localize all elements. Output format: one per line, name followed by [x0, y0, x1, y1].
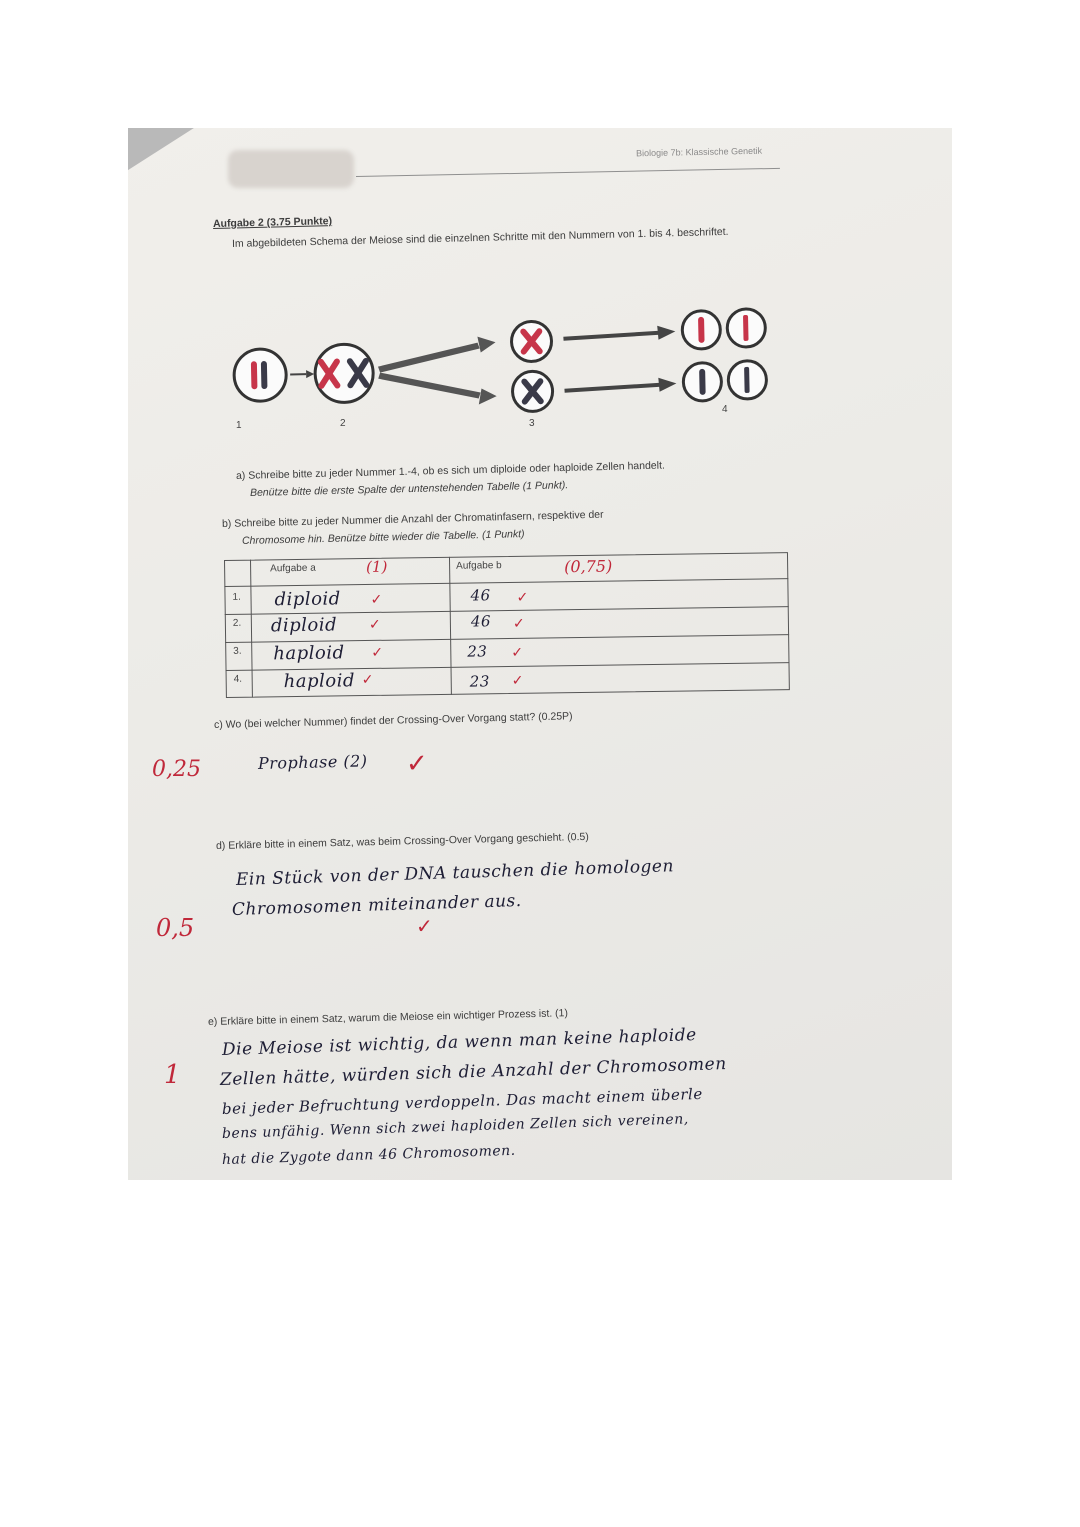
- table-row-3-b: 23: [467, 642, 488, 661]
- answer-d-line2: Chromosomen miteinander aus.: [231, 890, 522, 920]
- chromosome-dark: [261, 361, 268, 389]
- answer-e-line3: bei jeder Befruchtung verdoppeln. Das macht einem überle: [221, 1084, 703, 1118]
- diagram-label-3: 3: [529, 418, 535, 429]
- score-d: 0,5: [156, 914, 195, 942]
- check-icon: ✓: [516, 588, 529, 605]
- task-intro: Im abgebildeten Schema der Meiose sind die einzelnen Schritte mit den Nummern von 1. bis 4. beschriftet.: [231, 225, 729, 250]
- check-icon: ✓: [371, 643, 384, 660]
- table-header-a: Aufgabe a: [270, 562, 316, 575]
- check-icon: ✓: [511, 643, 524, 660]
- score-table-b: (0,75): [563, 556, 613, 577]
- diagram-label-4: 4: [722, 404, 728, 415]
- score-table-a: (1): [365, 557, 388, 577]
- row-num: 3.: [233, 645, 242, 657]
- check-icon: ✓: [370, 590, 383, 607]
- question-d: d) Erkläre bitte in einem Satz, was beim Crossing-Over Vorgang geschieht. (0.5): [215, 830, 589, 852]
- answer-e-line5: hat die Zygote dann 46 Chromosomen.: [221, 1142, 516, 1168]
- score-e: 1: [164, 1060, 181, 1090]
- question-b: b) Schreibe bitte zu jeder Nummer die Anzahl der Chromatinfasern, respektive der: [221, 508, 604, 530]
- score-c: 0,25: [152, 757, 201, 782]
- answer-d-line1: Ein Stück von der DNA tauschen die homologen: [235, 856, 675, 890]
- diagram-label-1: 1: [236, 420, 242, 430]
- table-row-2-b: 46: [470, 612, 492, 631]
- table-header-b: Aufgabe b: [456, 560, 502, 572]
- row-num: 1.: [232, 591, 241, 603]
- chromosome-red: [251, 361, 258, 389]
- redacted-name: [228, 150, 354, 188]
- cell-1: [234, 349, 287, 402]
- row-num: 4.: [233, 673, 243, 685]
- cell-2: [315, 344, 374, 403]
- diagram-label-2: 2: [340, 418, 346, 429]
- check-icon: ✓: [368, 615, 381, 632]
- meiosis-diagram: [220, 300, 790, 430]
- table-row-1-b: 46: [470, 586, 491, 605]
- check-icon: ✓: [512, 614, 525, 631]
- answer-e-line1: Die Meiose ist wichtig, da wenn man keine haploide: [221, 1025, 697, 1060]
- answer-table: [224, 552, 790, 698]
- task-title: Aufgabe 2 (3.75 Punkte): [212, 215, 333, 230]
- row-num: 2.: [232, 617, 242, 629]
- question-b-cont: Chromosome hin. Benütze bitte wieder die Tabelle. (1 Punkt): [241, 528, 525, 547]
- table-row-1-a: diploid: [274, 588, 341, 611]
- answer-e-line4: bens unfähig. Wenn sich zwei haploiden Zellen sich vereinen,: [221, 1111, 689, 1142]
- check-icon: ✓: [416, 916, 433, 938]
- table-row-3-a: haploid: [273, 642, 345, 665]
- table-row-4-b: 23: [469, 672, 490, 691]
- question-c: c) Wo (bei welcher Nummer) findet der Crossing-Over Vorgang statt? (0.25P): [213, 710, 573, 731]
- question-a: a) Schreibe bitte zu jeder Nummer 1.-4, ob es sich um diploide oder haploide Zellen handelt.: [235, 459, 666, 482]
- question-a-cont: Benütze bitte die erste Spalte der untenstehenden Tabelle (1 Punkt).: [249, 479, 569, 499]
- course-label: Biologie 7b: Klassische Genetik: [635, 145, 763, 159]
- check-icon: ✓: [406, 748, 428, 778]
- answer-e-line2: Zellen hätte, würden sich die Anzahl der Chromosomen: [219, 1054, 727, 1090]
- check-icon: ✓: [511, 671, 524, 688]
- table-row-4-a: haploid: [283, 670, 356, 693]
- answer-c: Prophase (2): [257, 751, 368, 773]
- check-icon: ✓: [361, 670, 374, 688]
- question-e: e) Erkläre bitte in einem Satz, warum die Meiose ein wichtiger Prozess ist. (1): [207, 1007, 569, 1028]
- table-row-2-a: diploid: [270, 614, 338, 637]
